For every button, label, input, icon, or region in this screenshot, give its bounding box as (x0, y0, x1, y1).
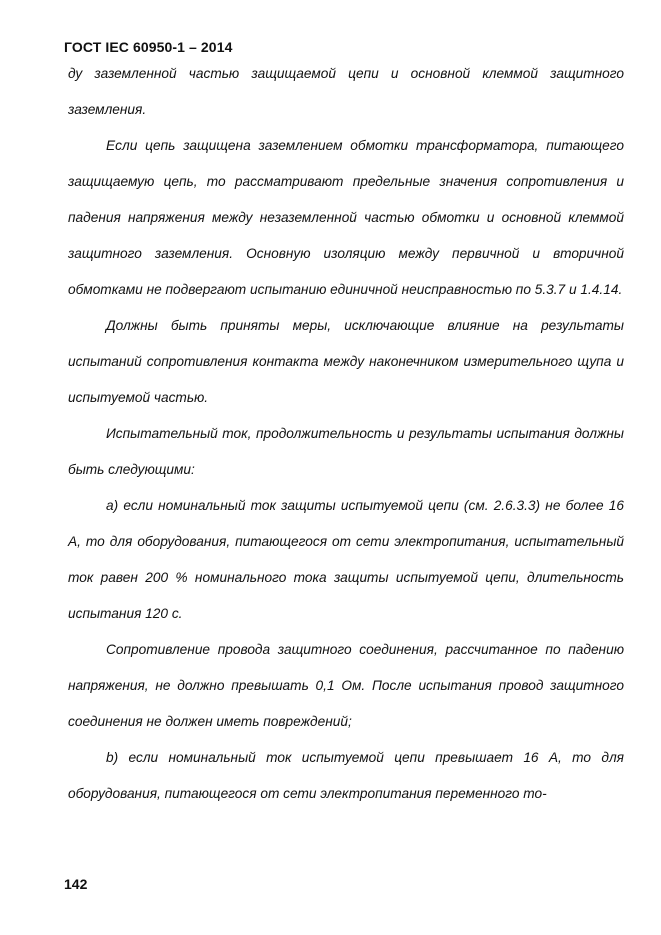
paragraph-transformer-earthing: Если цепь защищена заземлением обмотки трансформатора, питающего защищаемую цепь, то рассматривают предельные значения сопротивления и падения напряжения между незаземленной частью обмотки и основной клеммой защитного заземления. Основную изоляцию между первичной и вторичной обмотками не подвергают испытанию единичной неисправностью по 5.3.7 и 1.4.14. (68, 138, 624, 297)
document-body (68, 56, 624, 812)
page-number: 142 (64, 876, 88, 892)
paragraph-continuation: ду заземленной частью защищаемой цепи и основной клеммой защитного заземления. (68, 66, 624, 117)
paragraph-contact-resistance: Должны быть приняты меры, исключающие влияние на результаты испытаний сопротивления контакта между наконечником измерительного щупа и испытуемой частью. (68, 318, 624, 405)
page-header-standard-code: ГОСТ IEC 60950-1 – 2014 (64, 39, 233, 55)
paragraph-item-a: a) если номинальный ток защиты испытуемой цепи (см. 2.6.3.3) не более 16 А, то для оборудования, питающегося от сети электропитания, испытательный ток равен 200 % номинального тока защиты испытуемой цепи, длительность испытания 120 с. (68, 498, 624, 621)
paragraph-test-conditions: Испытательный ток, продолжительность и результаты испытания должны быть следующими: (68, 426, 624, 477)
paragraph-bonding-resistance: Сопротивление провода защитного соединения, рассчитанное по падению напряжения, не должно превышать 0,1 Ом. После испытания провод защитного соединения не должен иметь повреждений; (68, 642, 624, 729)
paragraph-item-b: b) если номинальный ток испытуемой цепи превышает 16 А, то для оборудования, питающегося от сети электропитания переменного то- (68, 750, 624, 801)
